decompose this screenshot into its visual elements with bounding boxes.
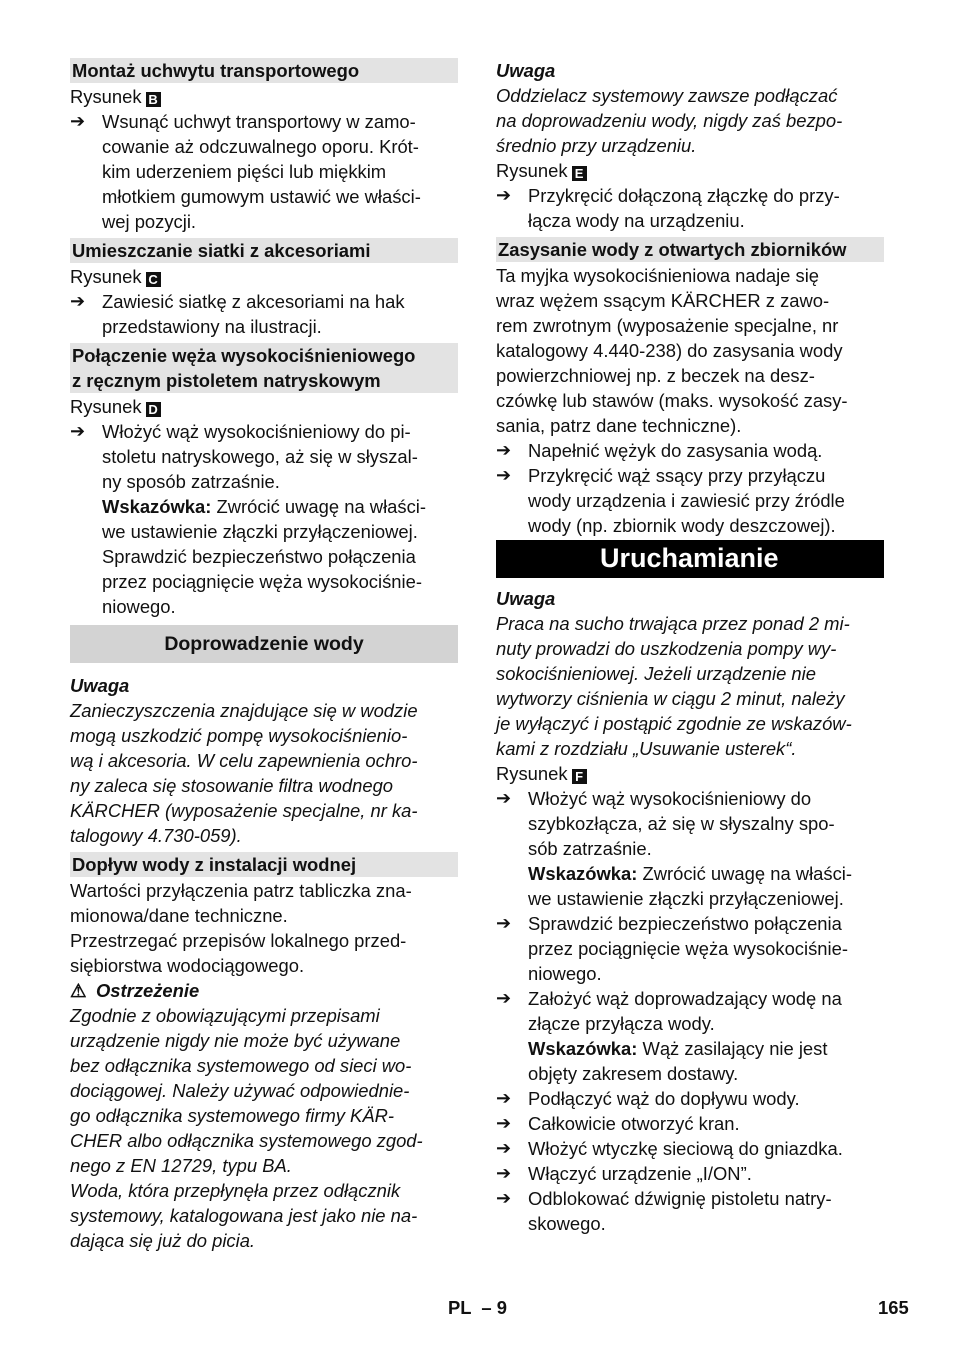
caution-text: Oddzielacz systemowy zawsze podłączać na doprowadzeniu wody, nigdy zaś bezpo- średnio przy urządzeniu.: [496, 85, 843, 156]
section-heading: Dopływ wody z instalacji wodnej: [70, 852, 458, 877]
instruction-item: ➔ Całkowicie otworzyć kran.: [496, 1113, 740, 1134]
instruction-item: ➔ Włączyć urządzenie „I/ON”.: [496, 1163, 752, 1184]
figure-ref: Rysunek D: [70, 394, 458, 419]
arrow-right-icon: ➔: [496, 913, 512, 933]
instruction-item: ➔ Sprawdzić bezpieczeństwo połączenia przez pociągnięcie węża wysokociśnie- niowego.: [496, 913, 848, 984]
arrow-right-icon: ➔: [496, 440, 512, 460]
instruction-item: ➔ Założyć wąż doprowadzający wodę na złącze przyłącza wody. Wskazówka: Wąż zasilający nie jest objęty zakresem dostawy.: [496, 988, 842, 1084]
caution-label: Uwaga: [70, 675, 130, 696]
arrow-right-icon: ➔: [496, 1138, 512, 1158]
body-text: Ta myjka wysokociśnieniowa nadaje się wraz wężem ssącym KÄRCHER z zawo- rem zwrotnym (wyposażenie specjalne, nr katalogowy 4.440-238) do zasysania wody powierzchniowej np. z beczek na desz- czówkę lub stawów (maks. wysokość zasy- sania, patrz dane techniczne).: [496, 265, 848, 436]
arrow-right-icon: ➔: [496, 465, 512, 485]
chapter-heading: Uruchamianie: [496, 540, 884, 578]
caution-label: Uwaga: [496, 60, 556, 81]
arrow-right-icon: ➔: [496, 1188, 512, 1208]
instruction-item: ➔ Wsunąć uchwyt transportowy w zamo- cowanie aż odczuwalnego oporu. Krót- kim uderzeniem pięści lub miękkim młotkiem gumowym ustawić we właści- wej pozycji.: [70, 111, 421, 232]
arrow-right-icon: ➔: [496, 988, 512, 1008]
right-column: [496, 58, 884, 1236]
warning-triangle-icon: ⚠: [70, 980, 87, 1001]
instruction-item: ➔ Włożyć wąż wysokociśnieniowy do szybkozłącza, aż się w słyszalny spo- sób zatrzaśnie. Wskazówka: Zwrócić uwagę na właści- we ustawienie złączki przyłączeniowej.: [496, 788, 852, 909]
arrow-right-icon: ➔: [70, 421, 86, 441]
section-heading: Połączenie węża wysokociśnieniowego z ręcznym pistoletem natryskowym: [70, 343, 458, 393]
body-text: Wartości przyłączenia patrz tabliczka zna- mionowa/dane techniczne. Przestrzegać przepisów lokalnego przed- siębiorstwa wodociągowego.: [70, 880, 412, 976]
figure-letter-badge: F: [572, 769, 587, 784]
figure-letter-badge: B: [146, 92, 161, 107]
instruction-item: ➔ Zawiesić siatkę z akcesoriami na hak przedstawiony na ilustracji.: [70, 291, 405, 337]
instruction-item: ➔ Włożyć wąż wysokociśnieniowy do pi- stoletu natryskowego, aż się w słyszal- ny sposób zatrzaśnie. Wskazówka: Zwrócić uwagę na właści- we ustawienie złączki przyłączeniowej. Sprawdzić bezpieczeństwo połączenia przez pociągnięcie węża wysokociśnie- niowego.: [70, 421, 426, 617]
figure-ref: Rysunek B: [70, 84, 458, 109]
caution-text: Praca na sucho trwająca przez ponad 2 mi- nuty prowadzi do uszkodzenia pompy wy- sokociśnieniowej. Jeżeli urządzenie nie wytworzy ciśnienia w ciągu 2 minut, należy je wyłączyć i postąpić zgodnie ze wskazów- kami z rozdziału „Usuwanie usterek“.: [496, 613, 852, 759]
note: Wskazówka: Zwrócić uwagę na właści-: [528, 863, 852, 884]
warning-label: ⚠ Ostrzeżenie: [70, 980, 200, 1001]
footer-language-page: PL – 9: [448, 1297, 507, 1318]
figure-letter-badge: D: [146, 402, 161, 417]
section-heading: Montaż uchwytu transportowego: [70, 58, 458, 83]
instruction-item: ➔ Odblokować dźwignię pistoletu natry- skowego.: [496, 1188, 832, 1234]
instruction-item: ➔ Włożyć wtyczkę sieciową do gniazdka.: [496, 1138, 843, 1159]
arrow-right-icon: ➔: [496, 1163, 512, 1183]
arrow-right-icon: ➔: [70, 111, 86, 131]
note: Wskazówka: Zwrócić uwagę na właści-: [102, 496, 426, 517]
figure-letter-badge: E: [572, 166, 587, 181]
arrow-right-icon: ➔: [496, 788, 512, 808]
arrow-right-icon: ➔: [496, 1088, 512, 1108]
arrow-right-icon: ➔: [70, 291, 86, 311]
instruction-item: ➔ Przykręcić dołączoną złączkę do przy- łącza wody na urządzeniu.: [496, 185, 840, 231]
figure-ref: Rysunek C: [70, 264, 458, 289]
note: Wskazówka: Wąż zasilający nie jest: [528, 1038, 828, 1059]
section-heading-major: Doprowadzenie wody: [70, 625, 458, 663]
caution-text: Zanieczyszczenia znajdujące się w wodzie mogą uszkodzić pompę wysokociśnienio- wą i akcesoria. W celu zapewnienia ochro- ny zaleca się stosowanie filtra wodnego KÄRCHER (wyposażenie specjalne, nr ka- talogowy 4.730-059).: [70, 700, 418, 846]
page-number: 165: [878, 1297, 909, 1318]
arrow-right-icon: ➔: [496, 1113, 512, 1133]
figure-ref: Rysunek E: [496, 158, 884, 183]
figure-ref: Rysunek F: [496, 761, 884, 786]
instruction-item: ➔ Napełnić wężyk do zasysania wodą.: [496, 440, 823, 461]
instruction-item: ➔ Podłączyć wąż do dopływu wody.: [496, 1088, 800, 1109]
section-heading: Zasysanie wody z otwartych zbiorników: [496, 237, 884, 262]
caution-label: Uwaga: [496, 588, 556, 609]
left-column: [70, 58, 458, 1253]
instruction-item: ➔ Przykręcić wąż ssący przy przyłączu wody urządzenia i zawiesić przy źródle wody (np. zbiornik wody deszczowej).: [496, 465, 845, 536]
figure-letter-badge: C: [146, 272, 161, 287]
warning-text: Zgodnie z obowiązującymi przepisami urządzenie nigdy nie może być używane bez odłącznika systemowego od sieci wo- dociągowej. Należy używać odpowiednie- go odłącznika systemowego firmy KÄR- CHER albo odłącznika systemowego zgod- nego z EN 12729, typu BA. Woda, która przepłynęła przez odłącznik systemowy, katalogowana jest jako nie na- dająca się już do picia.: [70, 1005, 423, 1251]
section-heading: Umieszczanie siatki z akcesoriami: [70, 238, 458, 263]
arrow-right-icon: ➔: [496, 185, 512, 205]
